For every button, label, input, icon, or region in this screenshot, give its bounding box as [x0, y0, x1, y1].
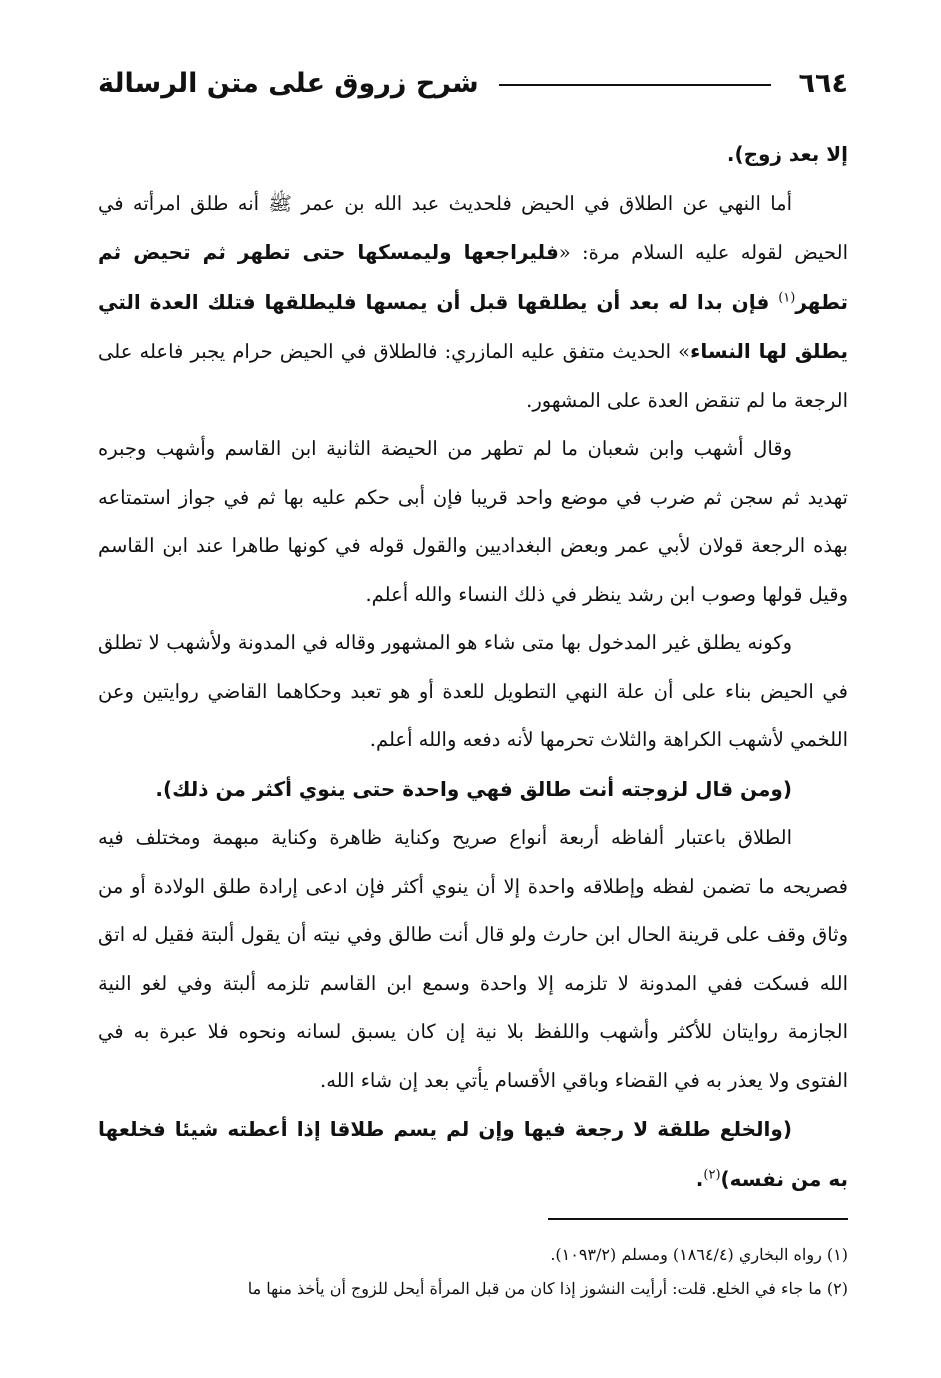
page-number: ٦٦٤ — [798, 67, 848, 99]
hadith-quote: فليراجعها وليمسكها حتى تطهر ثم تحيض ثم تطهر — [98, 240, 848, 314]
matn-text: (ومن قال لزوجته أنت طالق فهي واحدة حتى ينوي أكثر من ذلك). — [155, 776, 792, 801]
footnote-separator — [548, 1218, 848, 1220]
paragraph-text: وقال أشهب وابن شعبان ما لم تطهر من الحيضة الثانية ابن القاسم وأشهب وجبره تهديد ثم سجن ثم ضرب في موضع واحد قريبا فإن أبى حكم عليه بها ثم في جواز استمتاعه بهذه الرجعة قولان لأبي عمر وبعض البغداديين والقول قوله في كونها طاهرا عند ابن القاسم وقيل قولها وصوب ابن رشد ينظر في ذلك النساء والله أعلم. — [98, 437, 848, 606]
book-title: شرح زروق على متن الرسالة — [98, 67, 479, 99]
header-rule — [499, 84, 771, 86]
footnote-ref-2[interactable]: (٢) — [703, 1167, 721, 1182]
paragraph-hayd-prohibition — [98, 180, 848, 426]
matn-period: . — [695, 1166, 704, 1191]
paragraph-alfaz-talaq — [98, 814, 848, 1105]
paragraph-text-continued: » الحديث متفق عليه المازري: فالطلاق في الحيض حرام يجبر فاعله على الرجعة ما لم تنقض العدة على المشهور. — [98, 340, 848, 412]
body-text — [98, 130, 848, 1204]
hadith-quote-continued: فإن بدا له بعد أن يطلقها قبل أن يمسها فليطلقها فتلك العدة التي يطلق لها النساء — [98, 289, 849, 363]
footnote-2: (٢) ما جاء في الخلع. قلت: أرأيت النشوز إذا كان من قبل المرأة أيحل للزوج أن يأخذ منها ما — [247, 1279, 848, 1298]
book-page — [98, 58, 848, 1358]
footnotes — [98, 1238, 848, 1306]
paragraph-text: الطلاق باعتبار ألفاظه أربعة أنواع صريح وكناية ظاهرة وكناية مبهمة ومختلف فيه فصريحه ما تضمن لفظه وإطلاقه واحدة إلا أن ينوي أكثر فإن ادعى إرادة طلق الولادة أو من وثاق وقف على قرينة الحال ابن حارث ولو قال أنت طالق وفي نيته أن يقول ألبتة فقيل له اتق الله فسكت ففي المدونة لا تلزمه إلا واحدة وسمع ابن القاسم تلزمه ألبتة وفي لغو النية الجازمة روايتان للأكثر وأشهب واللفظ بلا نية إن كان يسبق لسانه ونحوه فلا عبرة به في الفتوى ولا يعذر به في القضاء وباقي الأقسام يأتي بعد إن شاء الله. — [98, 826, 848, 1092]
matn-continuation — [98, 130, 848, 180]
paragraph-text: وكونه يطلق غير المدخول بها متى شاء هو المشهور وقاله في المدونة ولأشهب لا تطلق في الحيض بناء على أن علة النهي التطويل للعدة أو هو تعبد وحكاهما القاضي روايتين وعن اللخمي لأشهب الكراهة والثلاث تحرمها لأنه دفعه والله أعلم. — [98, 631, 848, 751]
paragraph-text: أما النهي عن الطلاق في الحيض فلحديث عبد الله بن عمر ﷺ أنه طلق امرأته في الحيض لقوله عليه السلام مرة: « — [98, 191, 848, 264]
footnote-ref-1[interactable]: (١) — [778, 290, 796, 305]
matn-khul — [98, 1105, 848, 1204]
matn-text: إلا بعد زوج). — [726, 142, 848, 166]
paragraph-ghayr-madkhul — [98, 619, 848, 765]
paragraph-ashhab — [98, 425, 848, 619]
matn-text: (والخلع طلقة لا رجعة فيها وإن لم يسم طلاقا إذا أعطته شيئا فخلعها به من نفسه) — [98, 1117, 848, 1191]
footnote-1: (١) رواه البخاري (١٨٦٤/٤) ومسلم (١٠٩٣/٢). — [550, 1245, 848, 1264]
matn-talaq-wahida — [98, 765, 848, 815]
running-header — [98, 58, 848, 108]
